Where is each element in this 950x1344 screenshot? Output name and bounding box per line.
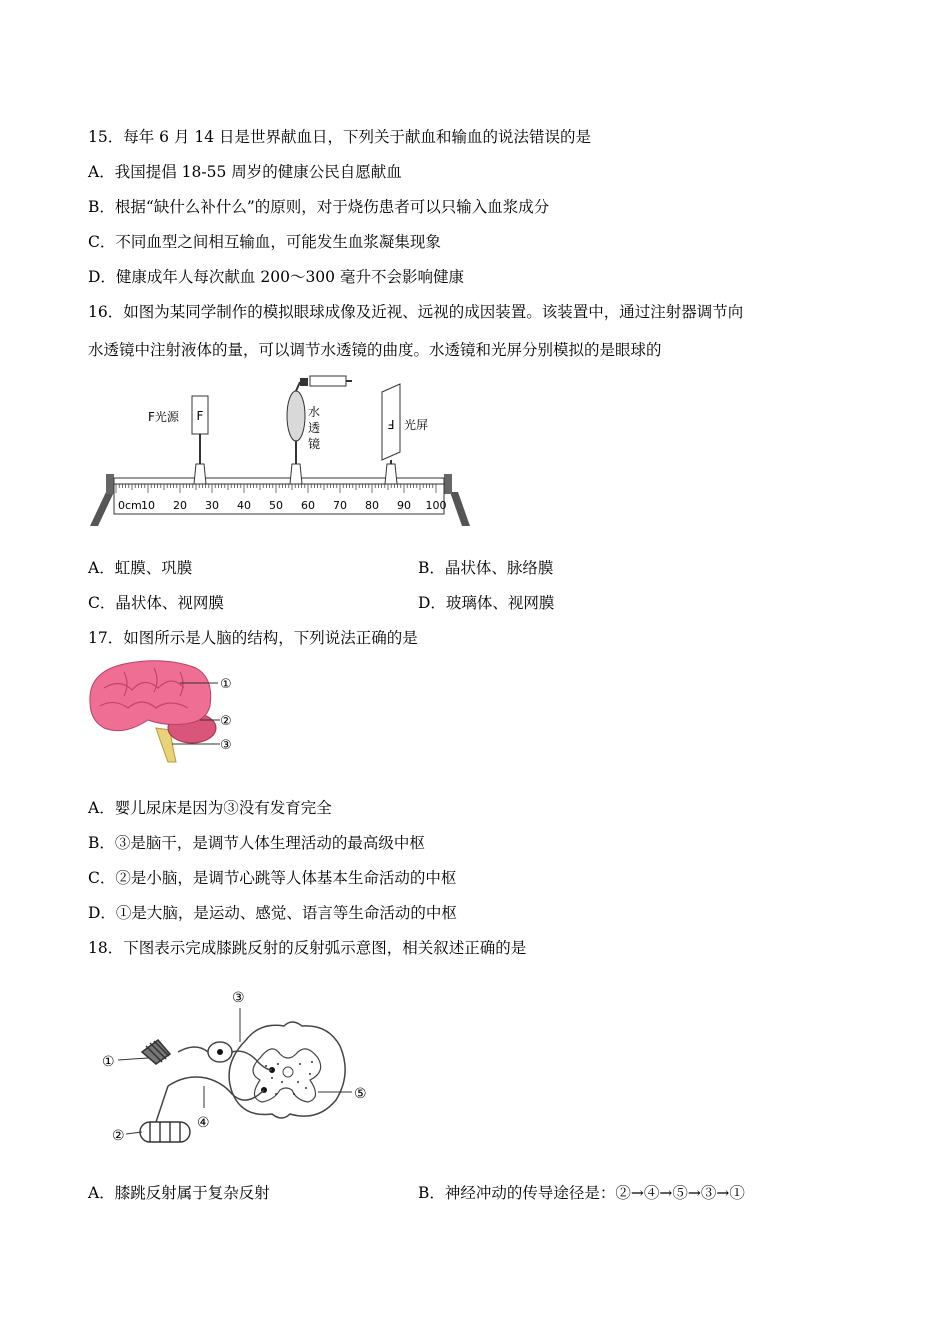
q15-option-c: C．不同血型之间相互输血，可能发生血浆凝集现象 bbox=[88, 233, 441, 251]
q16-option-c: C．晶状体、视网膜 bbox=[88, 594, 224, 612]
screen-label: 光屏 bbox=[404, 418, 429, 432]
water-lens-label-2: 透 bbox=[308, 421, 321, 435]
light-source-holder bbox=[194, 464, 206, 484]
q18-option-b: B．神经冲动的传导途径是：②→④→⑤→③→① bbox=[418, 1184, 745, 1202]
reflex-label-4: ④ bbox=[197, 1115, 210, 1131]
central-canal bbox=[283, 1067, 293, 1077]
q18-option-a: A．膝跳反射属于复杂反射 bbox=[88, 1184, 270, 1202]
ruler-tick-label: 10 bbox=[141, 499, 155, 512]
ruler-tick-label: 40 bbox=[237, 499, 251, 512]
receptor-shape bbox=[142, 1040, 170, 1064]
q18-stem: 18．下图表示完成膝跳反射的反射弧示意图，相关叙述正确的是 bbox=[88, 939, 527, 957]
q15-option-a: A．我国提倡 18-55 周岁的健康公民自愿献血 bbox=[88, 163, 402, 181]
q17-option-b: B．③是脑干，是调节人体生理活动的最高级中枢 bbox=[88, 834, 425, 852]
ruler-left-leg bbox=[90, 492, 114, 526]
syringe-barrel bbox=[310, 376, 346, 386]
reflex-label-1: ① bbox=[102, 1054, 115, 1070]
water-lens-label-1: 水 bbox=[308, 405, 321, 419]
ruler-tick-label: 90 bbox=[397, 499, 411, 512]
ruler-right-end bbox=[444, 474, 452, 494]
ruler-tick-label: 70 bbox=[333, 499, 347, 512]
pointer-receptor bbox=[118, 1058, 148, 1060]
q17-stem: 17．如图所示是人脑的结构，下列说法正确的是 bbox=[88, 629, 418, 647]
water-lens-label-3: 镜 bbox=[308, 437, 321, 451]
screen-holder bbox=[385, 464, 397, 484]
motor-nerve-ending bbox=[156, 1086, 168, 1122]
syringe-nozzle bbox=[300, 378, 308, 386]
q16-option-a: A．虹膜、巩膜 bbox=[88, 559, 193, 577]
ruler-tick-label: 50 bbox=[269, 499, 283, 512]
q15-option-b: B．根据“缺什么补什么”的原则，对于烧伤患者可以只输入血浆成分 bbox=[88, 198, 550, 216]
q15-option-d: D．健康成年人每次献血 200～300 毫升不会影响健康 bbox=[88, 268, 464, 286]
q17-option-c: C．②是小脑，是调节心跳等人体基本生命活动的中枢 bbox=[88, 869, 457, 887]
q17-option-a: A．婴儿尿床是因为③没有发育完全 bbox=[88, 799, 332, 817]
ruler-tick-label: 20 bbox=[173, 499, 187, 512]
light-source-label: F光源 bbox=[148, 410, 179, 424]
q16-option-d: D．玻璃体、视网膜 bbox=[418, 594, 555, 612]
syringe-tube bbox=[296, 382, 300, 391]
q16-stem-line1: 16．如图为某同学制作的模拟眼球成像及近视、远视的成因装置。该装置中，通过注射器调节向 bbox=[88, 303, 744, 321]
reflex-label-3: ③ bbox=[232, 990, 245, 1006]
sensory-neuron-body bbox=[217, 1049, 223, 1055]
brain-figure bbox=[84, 658, 244, 768]
ruler-tick-label: 30 bbox=[205, 499, 219, 512]
ruler-left-end bbox=[106, 474, 114, 494]
effector-shape bbox=[140, 1122, 190, 1142]
screen-letter: F bbox=[387, 417, 395, 431]
reflex-label-2: ② bbox=[112, 1128, 125, 1144]
water-lens-bulb bbox=[287, 391, 305, 441]
brain-label-3: ③ bbox=[220, 738, 232, 753]
reflex-label-5: ⑤ bbox=[354, 1086, 367, 1102]
ruler-tick-label: 80 bbox=[365, 499, 379, 512]
ruler-right-leg bbox=[450, 492, 470, 526]
cerebrum-shape bbox=[90, 661, 211, 731]
water-lens-holder bbox=[290, 464, 302, 484]
q15-stem: 15．每年 6 月 14 日是世界献血日，下列关于献血和输血的说法错误的是 bbox=[88, 128, 592, 146]
light-source-letter: F bbox=[196, 409, 204, 423]
optical-bench-figure bbox=[88, 372, 478, 532]
brain-label-1: ① bbox=[220, 677, 232, 692]
q16-stem-line2: 水透镜中注射液体的量，可以调节水透镜的曲度。水透镜和光屏分别模拟的是眼球的 bbox=[88, 341, 662, 359]
q17-option-d: D．①是大脑，是运动、感觉、语言等生命活动的中枢 bbox=[88, 904, 457, 922]
ruler-tick-label: 100 bbox=[425, 499, 447, 512]
reflex-arc-figure bbox=[96, 982, 386, 1150]
ruler-tick-label: 60 bbox=[301, 499, 315, 512]
ruler-tick-label: 0cm bbox=[118, 499, 142, 512]
q16-option-b: B．晶状体、脉络膜 bbox=[418, 559, 554, 577]
brain-label-2: ② bbox=[220, 714, 232, 729]
